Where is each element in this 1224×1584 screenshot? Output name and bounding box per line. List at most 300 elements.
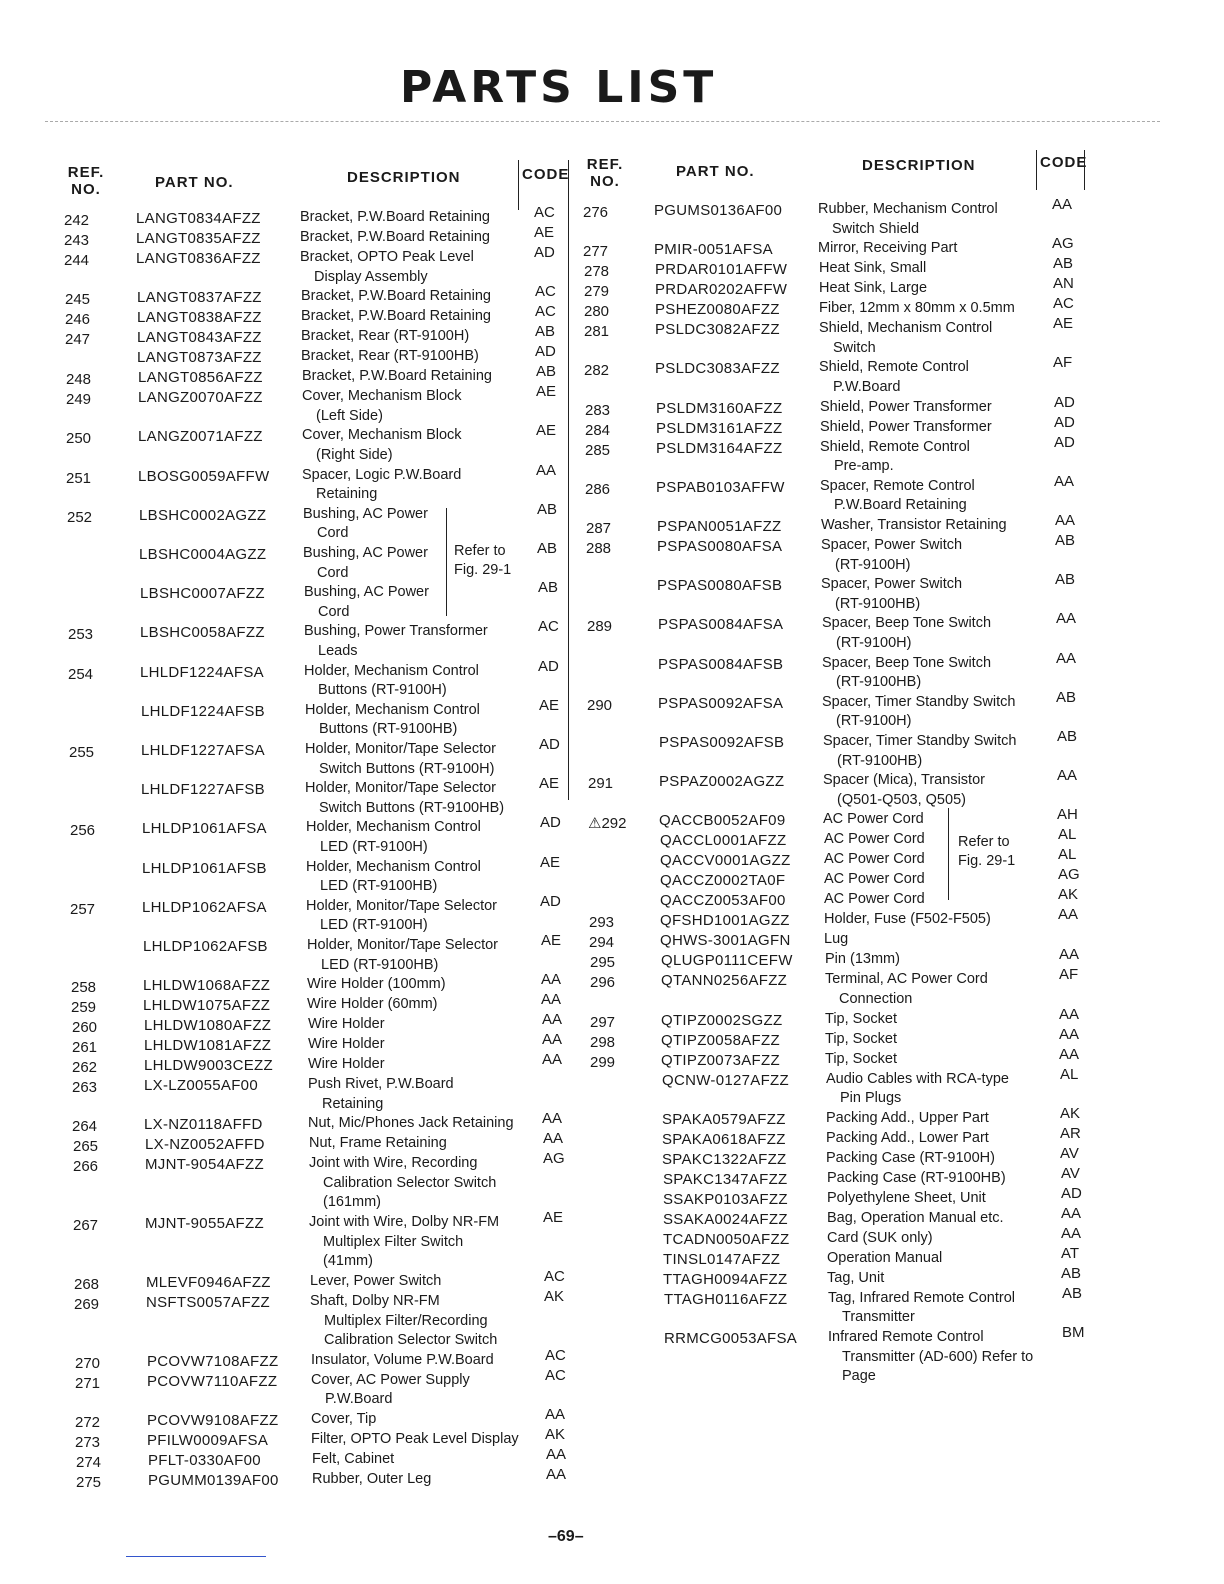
description-line: Leads	[318, 642, 358, 659]
part-description	[823, 771, 985, 810]
part-number: LANGZ0071AFZZ	[138, 428, 263, 446]
description-line: Shield, Power Transformer	[820, 418, 992, 435]
description-line: LED (RT-9100HB)	[320, 878, 438, 895]
description-line: Lug	[824, 931, 849, 948]
part-description	[828, 1328, 1033, 1387]
part-description	[827, 1169, 1006, 1189]
part-number: PCOVW7108AFZZ	[147, 1352, 279, 1370]
part-description	[826, 1109, 989, 1129]
part-number: QCNW-0127AFZZ	[662, 1071, 789, 1089]
page-title: PARTS LIST	[400, 62, 718, 113]
part-description	[312, 1470, 431, 1490]
ref-no: 264	[72, 1118, 98, 1136]
part-description	[302, 466, 461, 505]
part-number: MJNT-9054AFZZ	[145, 1156, 264, 1174]
part-description	[304, 622, 488, 661]
price-code: AB	[1062, 1284, 1083, 1302]
description-line: Cover, Mechanism Block	[302, 388, 462, 405]
description-line: Switch Buttons (RT-9100HB)	[319, 799, 505, 816]
part-number: LBSHC0058AFZZ	[140, 624, 265, 642]
part-number: LHLDF1224AFSB	[141, 702, 265, 720]
price-code: AD	[539, 736, 560, 753]
part-number: QHWS-3001AGFN	[660, 932, 791, 950]
ref-no: 260	[72, 1019, 98, 1037]
description-line: Bushing, Power Transformer	[304, 623, 488, 640]
price-code: AA	[1056, 610, 1077, 628]
part-number: PGUMM0139AF00	[148, 1472, 279, 1489]
price-code: AB	[536, 363, 557, 381]
description-line: P.W.Board Retaining	[834, 497, 967, 514]
left-header-code: CODE	[522, 166, 570, 183]
part-description	[821, 575, 962, 614]
description-line: Display Assembly	[314, 268, 428, 285]
right-header-part: PART NO.	[676, 163, 755, 180]
ref-no: 247	[65, 331, 91, 349]
part-number: SSAKP0103AFZZ	[663, 1190, 788, 1208]
description-line: AC Power Cord	[824, 891, 925, 908]
ref-no: 246	[65, 311, 91, 329]
ref-no: 284	[585, 421, 611, 439]
description-line: Retaining	[322, 1095, 384, 1112]
description-line: Lever, Power Switch	[310, 1273, 442, 1289]
part-description	[827, 1209, 1004, 1229]
description-line: Wire Holder	[308, 1056, 385, 1073]
description-line: Cover, Tip	[311, 1411, 377, 1427]
ref-no: 298	[590, 1033, 616, 1051]
description-line: Holder, Monitor/Tape Selector	[305, 780, 497, 797]
part-description	[818, 200, 998, 239]
description-line: Nut, Mic/Phones Jack Retaining	[308, 1115, 514, 1132]
part-description	[824, 930, 848, 950]
ref-no: 267	[73, 1217, 99, 1235]
price-code: AB	[1061, 1264, 1082, 1282]
part-description	[305, 740, 496, 779]
part-description	[300, 228, 490, 248]
part-description	[301, 347, 479, 367]
price-code: AA	[542, 1110, 563, 1128]
part-number: MJNT-9055AFZZ	[145, 1215, 264, 1233]
description-line: Felt, Cabinet	[312, 1451, 395, 1467]
price-code: AF	[1053, 354, 1073, 372]
part-number: QFSHD1001AGZZ	[660, 912, 790, 930]
part-description	[306, 897, 497, 936]
description-line: Insulator, Volume P.W.Board	[311, 1351, 494, 1368]
description-line: Infrared Remote Control	[828, 1329, 984, 1345]
price-code: AK	[544, 1288, 565, 1305]
description-line: Pin Plugs	[840, 1090, 902, 1107]
description-line: Holder, Monitor/Tape Selector	[307, 937, 499, 953]
part-description	[308, 1075, 454, 1114]
ref-no: 262	[72, 1059, 98, 1077]
ref-no: 250	[66, 430, 92, 448]
price-code: AC	[534, 204, 555, 221]
price-code: AA	[1059, 946, 1080, 964]
ref-no: 274	[76, 1454, 102, 1471]
part-number: LANGT0834AFZZ	[136, 210, 261, 227]
ref-no: 253	[68, 626, 94, 644]
description-line: Washer, Transistor Retaining	[821, 517, 1007, 533]
description-line: Connection	[839, 990, 913, 1007]
price-code: AB	[1055, 571, 1076, 589]
price-code: AL	[1058, 826, 1077, 844]
price-code: AA	[1052, 196, 1073, 213]
part-description	[826, 1149, 995, 1169]
part-number: PCOVW7110AFZZ	[147, 1372, 278, 1390]
price-code: AB	[1057, 728, 1078, 745]
description-line: Joint with Wire, Dolby NR-FM	[309, 1214, 500, 1231]
price-code: AD	[1054, 393, 1075, 411]
price-code: BM	[1062, 1324, 1085, 1341]
part-description	[303, 544, 428, 583]
price-code: AR	[1060, 1124, 1081, 1142]
description-line: Transmitter (AD-600) Refer to	[842, 1348, 1034, 1365]
price-code: AL	[1060, 1065, 1079, 1083]
description-line: Rubber, Outer Leg	[312, 1471, 432, 1487]
description-line: Holder, Monitor/Tape Selector	[306, 897, 498, 914]
description-line: (RT-9100HB)	[836, 674, 922, 691]
part-description	[301, 327, 469, 347]
title-divider	[45, 121, 1160, 122]
part-description	[819, 259, 926, 279]
description-line: (161mm)	[323, 1194, 382, 1211]
ref-no: 244	[64, 252, 90, 269]
description-line: Heat Sink, Small	[819, 260, 927, 277]
part-description	[309, 1154, 496, 1213]
part-number: QACCV0001AGZZ	[660, 852, 791, 870]
price-code: AA	[536, 461, 557, 479]
ref-no: 256	[70, 822, 96, 840]
part-description	[820, 438, 970, 477]
part-description	[825, 1050, 897, 1070]
description-line: Wire Holder (100mm)	[307, 976, 446, 993]
price-code: AA	[546, 1446, 567, 1463]
part-number: TTAGH0116AFZZ	[664, 1290, 788, 1308]
description-line: Shield, Remote Control	[819, 359, 969, 376]
part-number: LANGT0837AFZZ	[137, 289, 262, 307]
price-code: AA	[1057, 767, 1078, 785]
part-number: PSPAN0051AFZZ	[657, 518, 782, 535]
description-line: Multiplex Filter Switch	[323, 1233, 464, 1250]
part-description	[827, 1189, 986, 1209]
right-header-code: CODE	[1040, 154, 1088, 171]
part-description	[824, 830, 925, 850]
description-line: Fiber, 12mm x 80mm x 0.5mm	[819, 300, 1015, 317]
part-description	[826, 1129, 989, 1149]
part-number: RRMCG0053AFSA	[664, 1330, 798, 1347]
price-code: AK	[1058, 886, 1079, 904]
price-code: AE	[541, 932, 562, 949]
price-code: AE	[539, 696, 560, 714]
description-line: Tag, Infrared Remote Control	[828, 1289, 1015, 1306]
price-code: AE	[1053, 315, 1074, 333]
description-line: Push Rivet, P.W.Board	[308, 1076, 454, 1093]
description-line: LED (RT-9100HB)	[321, 956, 439, 973]
description-line: Rubber, Mechanism Control	[818, 201, 998, 217]
part-number: QACCZ0053AF00	[660, 892, 786, 910]
description-line: Spacer, Timer Standby Switch	[822, 693, 1016, 710]
part-number: LHLDW1075AFZZ	[143, 997, 271, 1015]
ref-no: 281	[584, 323, 610, 341]
description-line: Tip, Socket	[825, 1010, 897, 1027]
part-number: PSHEZ0080AFZZ	[655, 301, 780, 319]
description-line: Bracket, P.W.Board Retaining	[300, 229, 490, 245]
part-description	[822, 693, 1015, 732]
description-line: (Right Side)	[316, 446, 393, 463]
description-line: Holder, Mechanism Control	[306, 819, 481, 836]
part-description	[824, 870, 925, 890]
part-number: PSPAS0080AFSA	[657, 538, 783, 555]
price-code: AD	[535, 343, 556, 361]
right-refer-bracket	[948, 808, 949, 900]
description-line: (RT-9100HB)	[837, 752, 923, 769]
price-code: AC	[545, 1366, 566, 1384]
description-line: Cord	[318, 603, 350, 620]
part-number: SPAKC1347AFZZ	[663, 1170, 788, 1188]
price-code: AB	[1056, 688, 1077, 706]
part-number: PFLT-0330AF00	[148, 1452, 261, 1469]
price-code: AB	[1055, 532, 1076, 549]
description-line: (Left Side)	[316, 407, 383, 424]
part-description	[825, 1010, 897, 1030]
description-line: Cord	[317, 525, 349, 542]
part-number: QLUGP0111CEFW	[661, 952, 793, 970]
description-line: Pre-amp.	[834, 458, 894, 475]
footer-line	[126, 1556, 266, 1557]
part-description	[310, 1292, 497, 1351]
part-number: LX-NZ0052AFFD	[145, 1136, 265, 1154]
left-refer-bracket	[446, 508, 447, 616]
price-code: AB	[1053, 255, 1074, 273]
ref-no: 251	[66, 469, 92, 487]
ref-no: 273	[75, 1434, 101, 1451]
description-line: Transmitter	[842, 1309, 915, 1326]
price-code: AA	[1059, 1025, 1080, 1043]
ref-no: ⚠292	[588, 815, 627, 833]
part-number: PSPAS0084AFSB	[658, 655, 784, 673]
price-code: AA	[543, 1130, 564, 1148]
right-header-ref: REF. NO.	[586, 156, 624, 190]
part-description	[818, 239, 957, 259]
price-code: AG	[1058, 866, 1080, 884]
ref-no: 285	[585, 441, 611, 459]
ref-no: 261	[72, 1039, 98, 1057]
part-description	[305, 779, 504, 818]
ref-no: 295	[590, 954, 616, 972]
description-line: Bag, Operation Manual etc.	[827, 1209, 1004, 1226]
part-number: PSLDM3164AFZZ	[656, 439, 783, 457]
price-code: AA	[1056, 649, 1077, 667]
part-description	[309, 1134, 447, 1154]
price-code: AA	[1061, 1224, 1082, 1242]
price-code: AV	[1061, 1164, 1080, 1182]
price-code: AA	[546, 1466, 567, 1483]
part-description	[308, 1055, 385, 1075]
description-line: Calibration Selector Switch	[324, 1332, 498, 1348]
part-description	[824, 850, 925, 870]
description-line: LED (RT-9100H)	[320, 917, 428, 934]
part-number: NSFTS0057AFZZ	[146, 1294, 270, 1311]
description-line: Shield, Mechanism Control	[819, 320, 993, 337]
ref-no: 278	[584, 263, 610, 281]
part-description	[825, 970, 988, 1009]
description-line: Wire Holder	[308, 1036, 385, 1053]
description-line: Retaining	[316, 486, 378, 503]
part-description	[819, 299, 1015, 319]
price-code: AC	[544, 1268, 565, 1285]
description-line: Packing Add., Lower Part	[826, 1129, 989, 1146]
ref-no: 257	[70, 900, 96, 918]
description-line: Buttons (RT-9100H)	[318, 682, 447, 699]
description-line: Spacer, Power Switch	[821, 537, 963, 553]
price-code: AT	[1061, 1244, 1080, 1262]
part-number: LBOSG0059AFFW	[138, 467, 270, 485]
left-header-desc: DESCRIPTION	[347, 169, 461, 186]
description-line: Cord	[317, 564, 349, 581]
part-description	[300, 248, 474, 287]
part-description	[304, 583, 429, 622]
part-description	[302, 387, 462, 426]
description-line: Wire Holder (60mm)	[307, 996, 438, 1013]
ref-no: 296	[590, 974, 616, 992]
ref-no: 255	[69, 744, 95, 761]
price-code: AA	[1059, 1005, 1080, 1023]
price-code: AE	[540, 853, 561, 871]
part-description	[311, 1351, 494, 1371]
part-number: QACCZ0002TA0F	[660, 872, 786, 890]
part-number: SPAKA0618AFZZ	[662, 1130, 786, 1148]
part-description	[311, 1410, 376, 1430]
price-code: AD	[1061, 1184, 1082, 1202]
left-code-separator	[518, 160, 519, 210]
price-code: AD	[1054, 413, 1075, 431]
part-number: TINSL0147AFZZ	[663, 1250, 781, 1268]
part-description	[303, 505, 428, 544]
part-description	[827, 1249, 942, 1269]
part-number: LBSHC0002AGZZ	[139, 506, 267, 524]
description-line: Bracket, OPTO Peak Level	[300, 249, 474, 265]
center-separator	[568, 160, 569, 800]
price-code: AH	[1057, 806, 1078, 824]
price-code: AC	[535, 303, 556, 321]
description-line: (RT-9100H)	[836, 713, 912, 730]
part-number: SPAKA0579AFZZ	[662, 1110, 786, 1128]
price-code: AC	[1053, 295, 1074, 313]
ref-no: 289	[587, 618, 613, 636]
part-description	[822, 654, 991, 693]
price-code: AB	[537, 540, 558, 557]
part-description	[301, 287, 491, 307]
page-number: –69–	[548, 1528, 584, 1545]
description-line: (RT-9100H)	[836, 634, 912, 651]
part-description	[824, 910, 991, 930]
ref-no: 272	[75, 1414, 101, 1431]
ref-no: 297	[590, 1013, 616, 1031]
description-line: Tip, Socket	[825, 1030, 897, 1047]
ref-no: 276	[583, 204, 609, 221]
part-description	[310, 1272, 441, 1292]
part-number: PSPAS0092AFSA	[658, 694, 784, 712]
left-refer-note: Refer to Fig. 29-1	[454, 543, 512, 578]
part-description	[823, 732, 1016, 771]
description-line: Bracket, P.W.Board Retaining	[300, 209, 490, 225]
ref-no: 268	[74, 1276, 100, 1293]
ref-no: 293	[589, 914, 615, 932]
ref-no: 271	[75, 1374, 101, 1392]
price-code: AF	[1059, 966, 1079, 984]
part-description	[302, 426, 462, 465]
price-code: AC	[538, 618, 559, 636]
right-edge-separator	[1084, 150, 1085, 190]
right-header-desc: DESCRIPTION	[862, 157, 976, 174]
part-description	[311, 1371, 470, 1410]
part-description	[307, 975, 446, 995]
part-number: QTIPZ0073AFZZ	[661, 1051, 780, 1069]
part-number: LHLDF1227AFSB	[141, 781, 265, 799]
part-description	[301, 307, 491, 327]
part-number: PSPAS0080AFSB	[657, 577, 783, 595]
price-code: AA	[1055, 512, 1076, 529]
part-number: LBSHC0007AFZZ	[140, 585, 265, 603]
part-description	[820, 477, 975, 516]
price-code: AA	[1059, 1045, 1080, 1063]
part-number: LHLDF1224AFSA	[140, 663, 264, 681]
right-code-separator	[1036, 150, 1037, 190]
description-line: Holder, Mechanism Control	[306, 858, 481, 875]
part-description	[308, 1035, 385, 1055]
description-line: Mirror, Receiving Part	[818, 240, 958, 257]
ref-no: 277	[583, 243, 609, 261]
description-line: Bracket, P.W.Board Retaining	[302, 368, 492, 385]
ref-no: 282	[584, 362, 610, 380]
description-line: Spacer, Logic P.W.Board	[302, 466, 462, 483]
part-number: LHLDW9003CEZZ	[144, 1057, 273, 1075]
left-header-ref: REF. NO.	[67, 164, 105, 198]
description-line: Spacer, Remote Control	[820, 477, 975, 494]
description-line: P.W.Board	[325, 1391, 393, 1408]
ref-no: 269	[74, 1296, 100, 1313]
part-number: QACCB0052AF09	[659, 812, 786, 830]
price-code: AD	[534, 244, 555, 261]
part-number: LANGT0838AFZZ	[137, 309, 262, 327]
part-description	[311, 1430, 519, 1450]
price-code: AA	[1054, 472, 1075, 490]
part-number: TTAGH0094AFZZ	[663, 1270, 788, 1288]
price-code: AE	[536, 422, 557, 440]
ref-no: 287	[586, 520, 612, 537]
description-line: Holder, Fuse (F502-F505)	[824, 911, 991, 928]
part-number: QACCL0001AFZZ	[660, 832, 787, 850]
part-number: PCOVW9108AFZZ	[147, 1412, 279, 1429]
part-number: PSPAS0092AFSB	[659, 734, 785, 751]
description-line: Spacer, Beep Tone Switch	[822, 654, 992, 671]
ref-no: 275	[76, 1474, 102, 1491]
part-description	[308, 1114, 514, 1134]
description-line: Nut, Frame Retaining	[309, 1135, 447, 1152]
part-description	[819, 319, 992, 358]
description-line: Switch	[833, 339, 876, 356]
part-number: LANGT0873AFZZ	[137, 349, 262, 367]
description-line: Shield, Power Transformer	[820, 398, 992, 415]
part-description	[825, 950, 900, 970]
price-code: AA	[541, 991, 562, 1009]
part-number: LANGT0856AFZZ	[138, 369, 263, 387]
description-line: Bracket, Rear (RT-9100H)	[301, 328, 470, 345]
description-line: P.W.Board	[833, 378, 901, 395]
description-line: Card (SUK only)	[827, 1229, 933, 1246]
description-line: Spacer (Mica), Transistor	[823, 772, 985, 789]
description-line: Holder, Monitor/Tape Selector	[305, 741, 497, 757]
price-code: AG	[1052, 235, 1074, 253]
